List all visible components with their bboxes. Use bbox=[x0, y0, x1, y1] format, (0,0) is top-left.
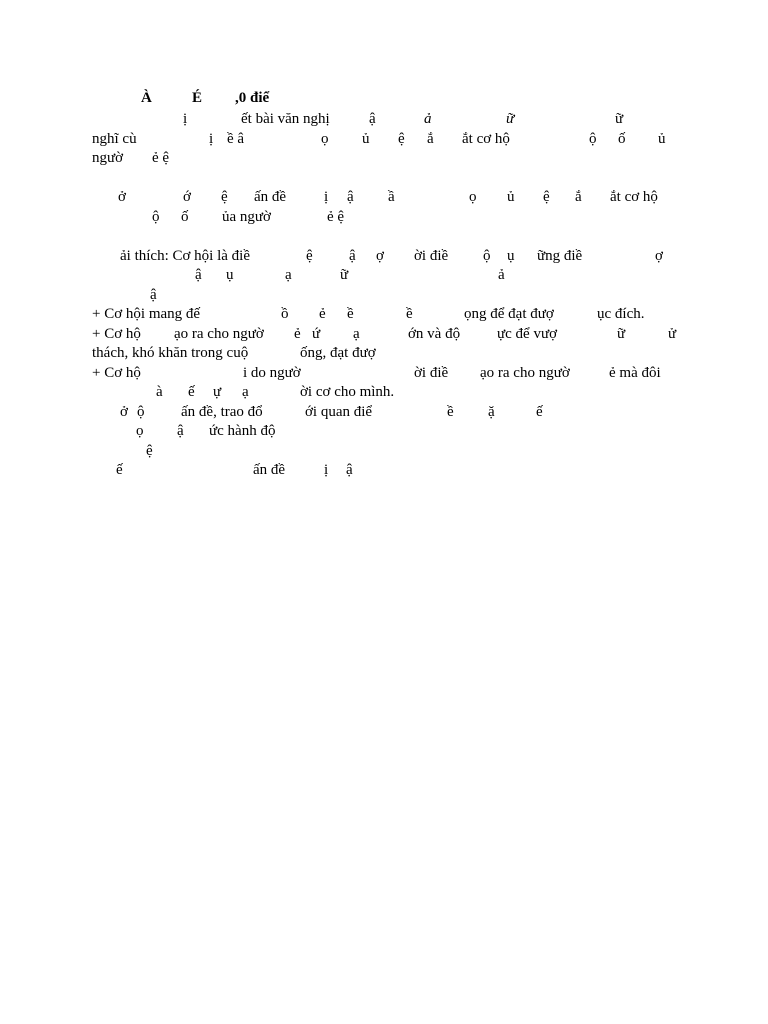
text-fragment: ẻ ệ bbox=[327, 209, 345, 225]
text-fragment: ồ bbox=[281, 306, 289, 322]
text-fragment: ử bbox=[668, 326, 677, 342]
text-fragment: ắ bbox=[427, 131, 434, 147]
text-fragment: ộ bbox=[589, 131, 597, 147]
text-fragment: ấn đề bbox=[254, 189, 287, 205]
text-fragment: ẻ bbox=[294, 326, 301, 342]
text-fragment: ệ bbox=[146, 443, 153, 459]
text-fragment: ngườ bbox=[92, 150, 124, 166]
text-fragment: ục đích. bbox=[597, 306, 645, 322]
text-fragment: + Cơ hộ bbox=[92, 365, 141, 381]
text-fragment: ạ bbox=[242, 384, 249, 400]
text-fragment: ậ bbox=[195, 267, 202, 283]
text-fragment: ệ bbox=[398, 131, 405, 147]
text-fragment: ẻ ệ bbox=[152, 150, 170, 166]
heading-fragment: ,0 điể bbox=[235, 90, 270, 106]
text-fragment: ị bbox=[209, 131, 214, 147]
text-fragment: ọ bbox=[321, 131, 329, 147]
text-fragment: ố bbox=[618, 131, 626, 147]
text-fragment: ả bbox=[424, 111, 432, 127]
text-fragment: ắt cơ hộ bbox=[610, 189, 658, 205]
text-fragment: ụ bbox=[226, 267, 234, 283]
text-fragment: ống, đạt đượ bbox=[300, 345, 376, 361]
text-fragment: ạ bbox=[353, 326, 360, 342]
text-fragment: ời điề bbox=[414, 248, 449, 264]
text-fragment: ức hành độ bbox=[209, 423, 276, 439]
text-fragment: ết bài văn nghị bbox=[241, 111, 330, 127]
text-fragment: ệ bbox=[221, 189, 228, 205]
text-fragment: ậ bbox=[347, 189, 354, 205]
text-fragment: ực để vượ bbox=[497, 326, 558, 342]
text-fragment: ấn đề, trao đổ bbox=[181, 404, 263, 420]
text-fragment: ạo ra cho ngườ bbox=[480, 365, 570, 381]
text-fragment: ề bbox=[447, 404, 454, 420]
text-fragment: nghĩ cù bbox=[92, 131, 137, 147]
text-fragment: ố bbox=[181, 209, 189, 225]
text-fragment: ệ bbox=[543, 189, 550, 205]
text-fragment: ạ bbox=[285, 267, 292, 283]
text-fragment: ớn và độ bbox=[408, 326, 461, 342]
text-fragment: ự bbox=[213, 384, 222, 400]
text-fragment: ứ bbox=[312, 326, 321, 342]
text-fragment: ủ bbox=[507, 189, 515, 205]
text-fragment: ở bbox=[120, 404, 128, 420]
text-fragment: ặ bbox=[488, 404, 495, 420]
text-fragment: ải thích: Cơ hội là điề bbox=[120, 248, 250, 264]
text-fragment: ữ bbox=[506, 111, 515, 127]
text-fragment: ậ bbox=[349, 248, 356, 264]
text-fragment: ế bbox=[536, 404, 543, 420]
text-fragment: ậ bbox=[369, 111, 376, 127]
text-fragment: ẻ bbox=[319, 306, 326, 322]
text-fragment: ẻ mà đôi bbox=[609, 365, 661, 381]
text-fragment: ộ bbox=[137, 404, 145, 420]
heading-fragment: É bbox=[192, 90, 203, 106]
text-fragment: ộ bbox=[483, 248, 491, 264]
text-fragment: ớ bbox=[183, 189, 191, 205]
text-fragment: i do ngườ bbox=[243, 365, 301, 381]
text-fragment: ắ bbox=[575, 189, 582, 205]
text-fragment: ị bbox=[183, 111, 188, 127]
text-fragment: ị bbox=[324, 189, 329, 205]
text-fragment: ậ bbox=[346, 462, 353, 478]
text-fragment: ữ bbox=[617, 326, 626, 342]
text-fragment: ệ bbox=[306, 248, 313, 264]
text-fragment: ụ bbox=[507, 248, 515, 264]
text-fragment: ề bbox=[406, 306, 413, 322]
text-fragment: ắt cơ hộ bbox=[462, 131, 510, 147]
text-fragment: thách, khó khăn trong cuộ bbox=[92, 345, 249, 361]
text-fragment: ế bbox=[188, 384, 195, 400]
text-fragment: ộ bbox=[152, 209, 160, 225]
text-fragment: ững điề bbox=[537, 248, 583, 264]
text-fragment: ọng để đạt đượ bbox=[464, 306, 554, 322]
text-fragment: ời cơ cho mình. bbox=[300, 384, 395, 400]
text-fragment: ọ bbox=[136, 423, 144, 439]
text-fragment: ới quan điể bbox=[305, 404, 373, 420]
text-fragment: ị bbox=[324, 462, 329, 478]
text-fragment: ấn đề bbox=[253, 462, 286, 478]
text-fragment: ế bbox=[116, 462, 123, 478]
text-fragment: ậ bbox=[177, 423, 184, 439]
text-fragment: + Cơ hội mang đế bbox=[92, 306, 201, 322]
heading-fragment: À bbox=[141, 90, 152, 106]
text-fragment: ề â bbox=[227, 131, 245, 147]
text-fragment: ủ bbox=[658, 131, 666, 147]
text-fragment: ủa ngườ bbox=[222, 209, 271, 225]
text-fragment: ầ bbox=[388, 189, 395, 205]
text-fragment: ọ bbox=[469, 189, 477, 205]
text-fragment: à bbox=[156, 384, 163, 400]
text-fragment: ữ bbox=[340, 267, 349, 283]
text-fragment: ợ bbox=[655, 248, 663, 264]
text-fragment: ả bbox=[498, 267, 505, 283]
text-fragment: ợ bbox=[376, 248, 384, 264]
text-fragment: ở bbox=[118, 189, 126, 205]
text-fragment: ủ bbox=[362, 131, 370, 147]
text-fragment: ề bbox=[347, 306, 354, 322]
text-fragment: + Cơ hộ bbox=[92, 326, 141, 342]
text-fragment: ạo ra cho ngườ bbox=[174, 326, 264, 342]
text-fragment: ời điề bbox=[414, 365, 449, 381]
text-fragment: ậ bbox=[150, 287, 157, 303]
text-fragment: ữ bbox=[615, 111, 624, 127]
